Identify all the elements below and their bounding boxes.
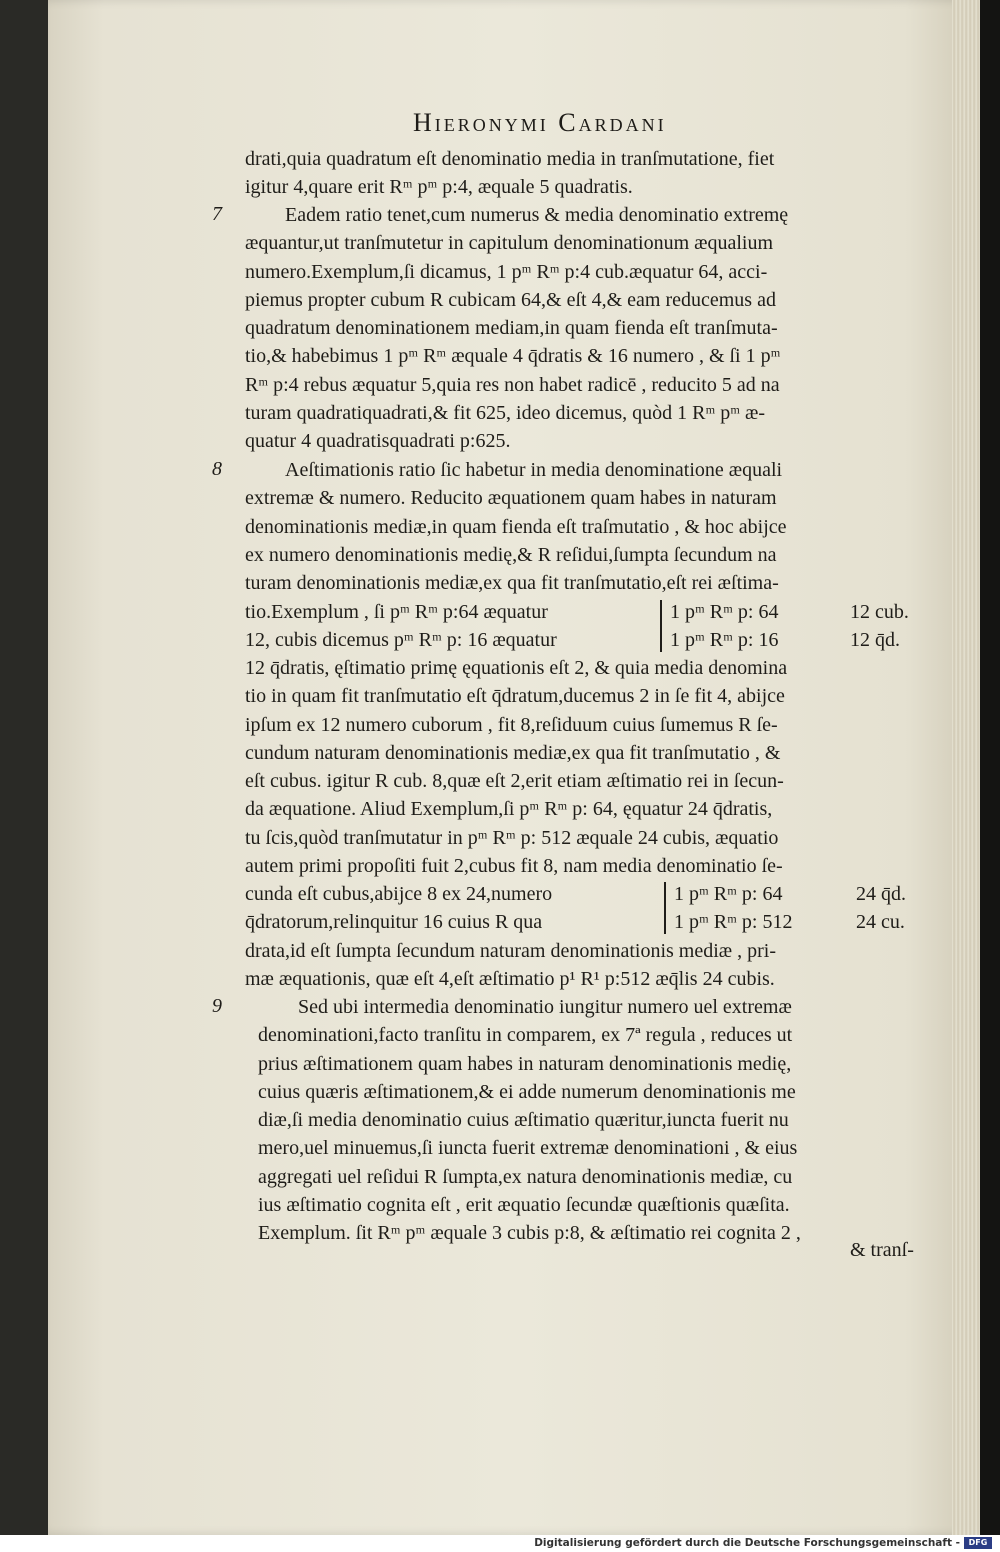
table-2-result: 24 cu. xyxy=(856,911,905,934)
text-line: Sed ubi intermedia denominatio iungitur numero uel extremæ xyxy=(298,996,792,1018)
footer-credit: Digitalisierung gefördert durch die Deutsche Forschungsgemeinschaft - xyxy=(534,1537,960,1549)
text-line: 12 q̄dratis, ęſtimatio primę ęquationis eſt 2, & quia media denomina xyxy=(245,657,788,679)
table-1-left-line: 12, cubis dicemus pᵐ Rᵐ p: 16 æquatur xyxy=(245,629,557,652)
text-line: eſt cubus. igitur R cub. 8,quæ eſt 2,erit etiam æſtimatio rei in ſecun- xyxy=(245,770,784,793)
catchword-block xyxy=(850,1236,950,1264)
text-line: ex numero denominationis medię,& R reſidui,ſumpta ſecundum na xyxy=(245,543,777,566)
table-1-equation: 1 pᵐ Rᵐ p: 16 xyxy=(670,629,779,652)
table-2-equation: 1 pᵐ Rᵐ p: 64 xyxy=(674,883,783,905)
text-line: turam denominationis mediæ,ex qua fit tranſmutatio,eſt rei æſtima- xyxy=(245,572,779,595)
text-line: diæ,ſi media denominatio cuius æſtimatio quæritur,iuncta fuerit nu xyxy=(258,1109,789,1132)
page-edge xyxy=(952,0,980,1535)
table-2-left-line: q̄dratorum,relinquitur 16 cuius R qua xyxy=(245,911,543,934)
text-block-e xyxy=(245,937,935,994)
text-line: ipſum ex 12 numero cuborum , fit 8,reſiduum cuius ſumemus R ſe- xyxy=(245,713,778,736)
text-block-f xyxy=(258,993,943,1248)
text-line: mæ æquationis, quæ eſt 4,eſt æſtimatio p¹ R¹ p:512 æq̄lis 24 cubis. xyxy=(245,968,775,991)
footer xyxy=(0,1535,1000,1552)
margin-number-8: 8 xyxy=(212,458,222,480)
table-1-equation: 1 pᵐ Rᵐ p: 64 xyxy=(670,601,779,623)
text-line: cundum naturam denominationis mediæ,ex qua fit tranſmutatio , & xyxy=(245,741,781,764)
text-line: quatur 4 quadratisquadrati p:625. xyxy=(245,430,511,453)
text-line: Exemplum. ſit Rᵐ pᵐ æquale 3 cubis p:8, & æſtimatio rei cognita 2 , xyxy=(258,1222,801,1245)
text-line: denominationis mediæ,in quam fienda eſt traſmutatio , & hoc abijce xyxy=(245,515,787,538)
text-line: æquantur,ut tranſmutetur in capitulum denominationum æqualium xyxy=(245,232,774,255)
text-block-b xyxy=(245,201,935,456)
table-2-result: 24 q̄d. xyxy=(856,883,906,905)
text-line: tio in quam fit tranſmutatio eſt q̄dratum,ducemus 2 in ſe fit 4, abijce xyxy=(245,685,785,708)
text-line: ius æſtimatio cognita eſt , erit æquatio ſecundæ quæſtionis quæſita. xyxy=(258,1194,790,1217)
text-line: quadratum denominationem mediam,in quam fienda eſt tranſmuta- xyxy=(245,317,778,340)
text-line: piemus propter cubum R cubicam 64,& eſt 4,& eam reducemus ad xyxy=(245,288,776,311)
text-block-a xyxy=(245,145,935,202)
text-line: cuius quæris æſtimationem,& ei adde numerum denominationis me xyxy=(258,1080,796,1103)
binding-strip xyxy=(980,0,1000,1535)
text-line: drata,id eſt ſumpta ſecundum naturam denominationis mediæ , pri- xyxy=(245,940,776,962)
table-1-result: 12 q̄d. xyxy=(850,629,900,652)
table-2-equation: 1 pᵐ Rᵐ p: 512 xyxy=(674,911,793,934)
margin-number-7: 7 xyxy=(212,203,222,225)
text-line: Eadem ratio tenet,cum numerus & media denominatio extremę xyxy=(285,204,789,226)
table-1-result: 12 cub. xyxy=(850,601,909,623)
text-line: aggregati uel reſidui R ſumpta,ex natura denominationis mediæ, cu xyxy=(258,1165,793,1188)
table-2-bracket xyxy=(664,882,666,934)
text-line: igitur 4,quare erit Rᵐ pᵐ p:4, æquale 5 quadratis. xyxy=(245,176,633,199)
dfg-logo: DFG xyxy=(964,1537,992,1549)
text-line: da æquatione. Aliud Exemplum,ſi pᵐ Rᵐ p: 64, ęquatur 24 q̄dratis, xyxy=(245,798,773,821)
text-block-d xyxy=(245,654,935,880)
text-line: denominationi,facto tranſitu in comparem, ex 7ª regula , reduces ut xyxy=(258,1024,793,1047)
catchword: & tranſ- xyxy=(850,1239,914,1261)
text-block-c xyxy=(245,456,935,597)
text-line: tio,& habebimus 1 pᵐ Rᵐ æquale 4 q̄dratis & 16 numero , & ſi 1 pᵐ xyxy=(245,345,781,368)
text-line: extremæ & numero. Reducito æquationem quam habes in naturam xyxy=(245,487,777,510)
text-line: autem primi propoſiti fuit 2,cubus fit 8, nam media denominatio ſe- xyxy=(245,855,783,878)
text-line: mero,uel minuemus,ſi iuncta fuerit extremæ denominationi , & eius xyxy=(258,1137,798,1160)
running-head: Hieronymi Cardani xyxy=(413,108,667,137)
table-1-bracket xyxy=(660,600,662,652)
table-1-left-line: tio.Exemplum , ſi pᵐ Rᵐ p:64 æquatur xyxy=(245,601,548,623)
table-2-left-line: cunda eſt cubus,abijce 8 ex 24,numero xyxy=(245,883,553,905)
text-line: prius æſtimationem quam habes in naturam denominationis medię, xyxy=(258,1052,792,1075)
text-line: Aeſtimationis ratio ſic habetur in media denominatione æquali xyxy=(285,459,783,481)
text-line: drati,quia quadratum eſt denominatio media in tranſmutatione, fiet xyxy=(245,148,775,170)
text-line: turam quadratiquadrati,& fit 625, ideo dicemus, quòd 1 Rᵐ pᵐ æ- xyxy=(245,402,766,425)
margin-number-9: 9 xyxy=(212,995,222,1017)
text-line: Rᵐ p:4 rebus æquatur 5,quia res non habet radicē , reducito 5 ad na xyxy=(245,373,780,396)
text-line: tu ſcis,quòd tranſmutatur in pᵐ Rᵐ p: 512 æquale 24 cubis, æquatio xyxy=(245,826,779,849)
text-line: numero.Exemplum,ſi dicamus, 1 pᵐ Rᵐ p:4 cub.æquatur 64, acci- xyxy=(245,260,768,283)
